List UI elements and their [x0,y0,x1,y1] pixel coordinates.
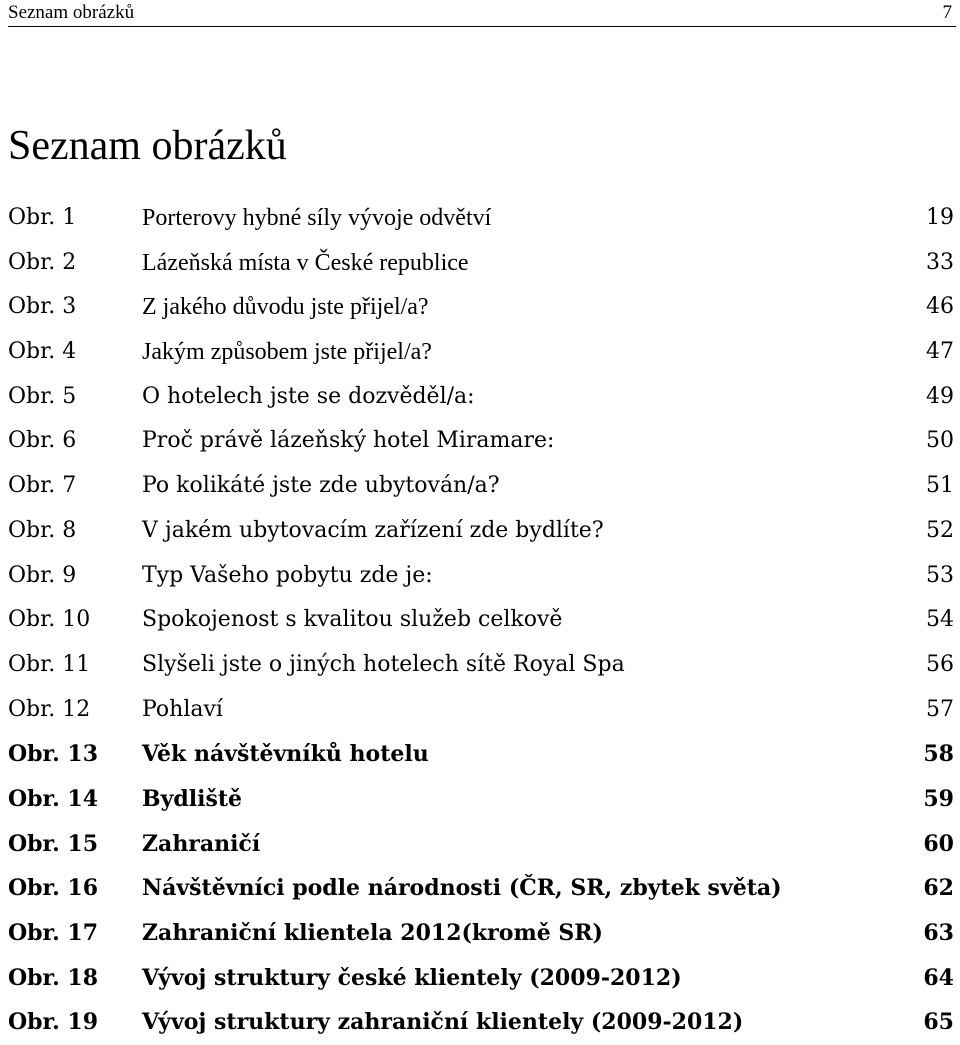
figure-entry[interactable] [0,509,960,554]
list-of-figures [0,196,960,1045]
figure-entry[interactable] [0,822,960,867]
figure-entry[interactable] [0,643,960,688]
figure-number: Obr. 17 [8,920,99,946]
figure-entry[interactable] [0,688,960,733]
figure-caption: O hotelech jste se dozvěděl/a: [142,383,475,409]
figure-caption: Z jakého důvodu jste přijel/a? [142,294,429,321]
figure-number: Obr. 15 [8,830,99,857]
figure-entry[interactable] [0,241,960,286]
figure-page: 63 [923,920,954,946]
figure-page: 33 [926,249,954,275]
figure-number: Obr. 19 [8,1009,99,1036]
figure-number: Obr. 4 [8,339,77,365]
figure-page: 47 [926,339,954,365]
figure-caption: Zahraniční klientela 2012(kromě SR) [142,920,603,946]
figure-page: 50 [926,428,954,454]
running-header [8,0,956,27]
figure-page: 19 [926,205,954,230]
figure-number: Obr. 3 [8,294,77,320]
figure-entry[interactable] [0,330,960,375]
running-header-title: Seznam obrázků [8,2,135,23]
page-title: Seznam obrázků [8,123,287,169]
figure-page: 64 [923,964,954,991]
figure-number: Obr. 13 [8,741,99,768]
figure-entry[interactable] [0,866,960,911]
figure-page: 57 [926,696,954,722]
figure-number: Obr. 5 [8,383,77,409]
figure-number: Obr. 9 [8,562,77,588]
figure-entry[interactable] [0,777,960,822]
figure-number: Obr. 18 [8,964,99,991]
figure-page: 59 [923,785,954,812]
figure-caption: Jakým způsobem jste přijel/a? [142,339,432,366]
figure-caption: Vývoj struktury zahraniční klientely (2009-2012) [142,1009,744,1036]
figure-number: Obr. 10 [8,607,91,633]
figure-page: 52 [926,517,954,543]
figure-entry[interactable] [0,554,960,599]
figure-entry[interactable] [0,1000,960,1045]
figure-entry[interactable] [0,419,960,464]
figure-entry[interactable] [0,464,960,509]
figure-entry[interactable] [0,956,960,1001]
figure-number: Obr. 6 [8,428,77,454]
figure-number: Obr. 11 [8,651,91,677]
figure-number: Obr. 8 [8,517,77,543]
figure-number: Obr. 12 [8,696,91,722]
figure-entry[interactable] [0,598,960,643]
figure-caption: Slyšeli jste o jiných hotelech sítě Royal Spa [142,651,625,677]
figure-number: Obr. 16 [8,875,99,902]
figure-caption: Proč právě lázeňský hotel Miramare: [142,428,555,454]
figure-caption: Porterovy hybné síly vývoje odvětví [142,205,492,231]
figure-entry[interactable] [0,732,960,777]
figure-caption: Zahraničí [142,830,261,857]
figure-caption: Po kolikáté jste zde ubytován/a? [142,473,500,499]
figure-entry[interactable] [0,911,960,956]
figure-page: 53 [926,562,954,588]
figure-page: 46 [926,294,954,320]
figure-caption: V jakém ubytovacím zařízení zde bydlíte? [142,517,604,543]
figure-caption: Pohlaví [142,696,223,722]
figure-page: 49 [926,383,954,409]
figure-caption: Návštěvníci podle národnosti (ČR, SR, zbytek světa) [142,875,782,902]
figure-page: 51 [926,473,954,499]
figure-caption: Lázeňská místa v České republice [142,249,469,276]
figure-caption: Spokojenost s kvalitou služeb celkově [142,607,563,633]
figure-page: 60 [923,830,954,857]
figure-caption: Bydliště [142,785,243,812]
running-header-page-number: 7 [942,2,952,23]
figure-caption: Vývoj struktury české klientely (2009-2012) [142,964,682,991]
figure-caption: Věk návštěvníků hotelu [142,741,429,768]
figure-number: Obr. 2 [8,249,77,275]
figure-entry[interactable] [0,196,960,241]
figure-page: 65 [923,1009,954,1036]
figure-page: 58 [923,741,954,768]
figure-number: Obr. 1 [8,205,77,230]
figure-entry[interactable] [0,285,960,330]
figure-page: 54 [926,607,954,633]
figure-entry[interactable] [0,375,960,420]
figure-caption: Typ Vašeho pobytu zde je: [142,562,433,588]
figure-page: 62 [923,875,954,902]
figure-number: Obr. 7 [8,473,77,499]
figure-page: 56 [926,651,954,677]
figure-number: Obr. 14 [8,785,99,812]
